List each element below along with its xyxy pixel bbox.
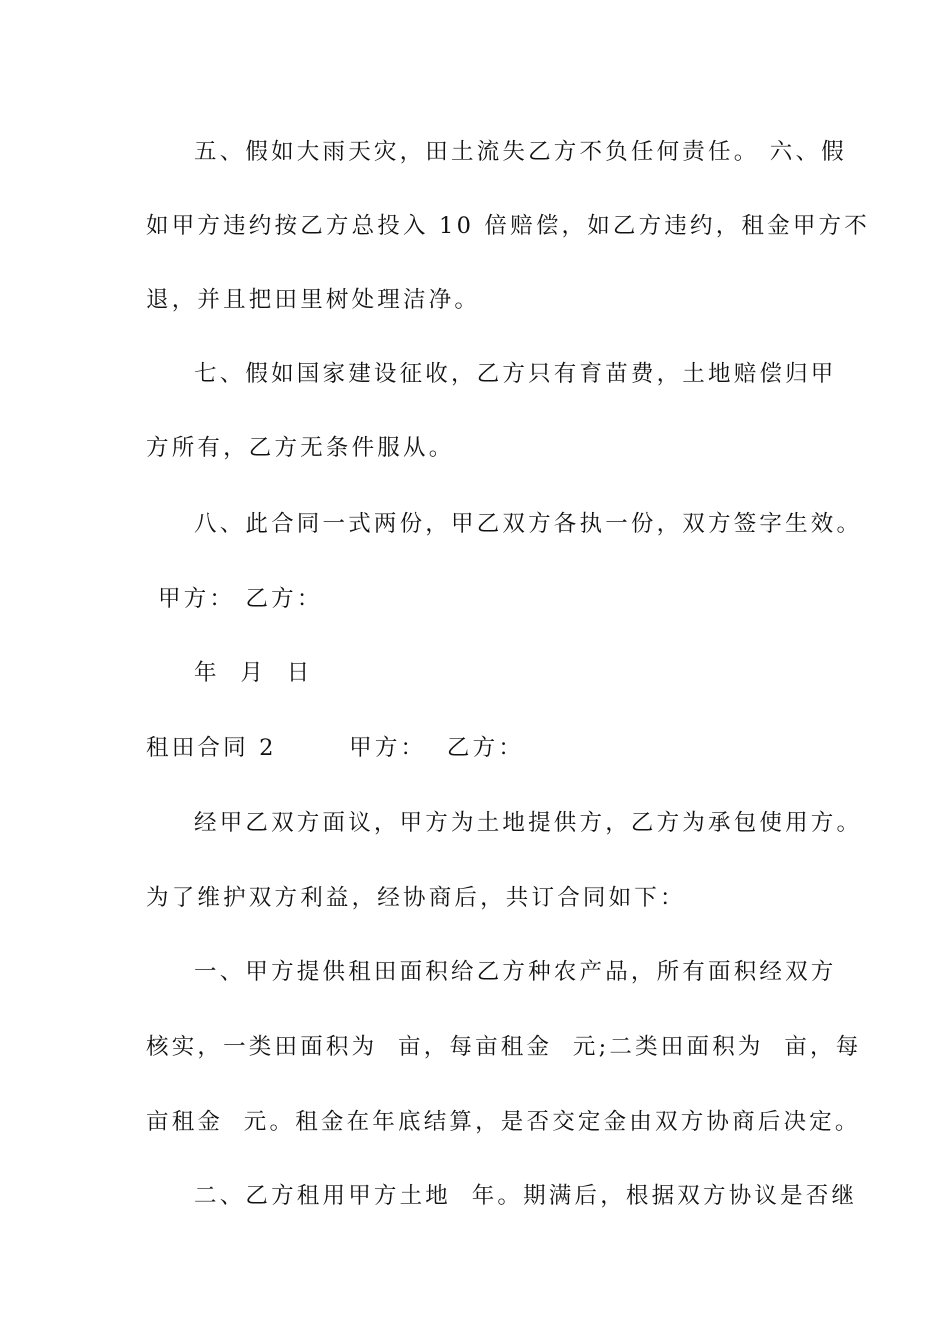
signature-parties-line: 甲方： 乙方：	[158, 586, 323, 612]
paragraph-line-6: 八、此合同一式两份，甲乙双方各执一份，双方签字生效。	[194, 511, 863, 537]
date-line: 年 月 日	[194, 660, 313, 686]
paragraph-line-14: 亩租金 元。租金在年底结算，是否交定金由双方协商后决定。	[146, 1109, 861, 1135]
paragraph-line-1: 五、假如大雨天灾，田土流失乙方不负任何责任。 六、假	[194, 139, 847, 165]
contract-2-header-line: 租田合同 2 甲方： 乙方：	[146, 735, 525, 761]
paragraph-line-3: 退，并且把田里树处理洁净。	[146, 287, 481, 313]
paragraph-line-13: 核实，一类田面积为 亩，每亩租金 元;二类田面积为 亩，每	[146, 1034, 862, 1060]
paragraph-line-4: 七、假如国家建设征收，乙方只有育苗费，土地赔偿归甲	[194, 361, 837, 387]
paragraph-line-5: 方所有，乙方无条件服从。	[146, 435, 455, 461]
paragraph-line-12: 一、甲方提供租田面积给乙方种农产品，所有面积经双方	[194, 959, 837, 985]
paragraph-line-15: 二、乙方租用甲方土地 年。期满后，根据双方协议是否继	[194, 1183, 858, 1209]
paragraph-line-2: 如甲方违约按乙方总投入 10 倍赔偿，如乙方违约，租金甲方不	[146, 213, 870, 239]
paragraph-line-11: 为了维护双方利益，经协商后，共订合同如下：	[146, 885, 686, 911]
paragraph-line-10: 经甲乙双方面议，甲方为土地提供方，乙方为承包使用方。	[194, 810, 863, 836]
